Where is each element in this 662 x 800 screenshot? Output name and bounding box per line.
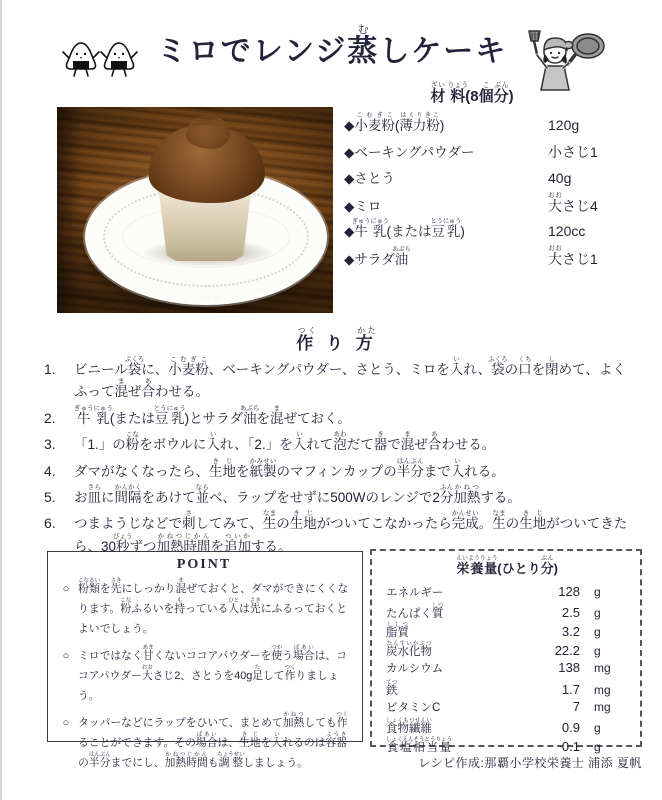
point-item [54,712,354,774]
nutrient-label: ビタミンC [386,701,441,714]
nutrient-label: たんぱく質しつ [386,602,444,620]
step-text: つまようじなどで刺さしてみて、生なまの生地きじがついてこなかったら完成かんせい。生なまの生地きじがついてきたら、30秒びょうずつ加熱時間かねつじかんを追加ついかする。 [74,510,628,554]
nutrition-row [386,699,628,718]
step-number: 4. [44,462,56,479]
ingredient-name: ◆さとう [344,171,395,186]
ingredient-name: ◆ミロ [344,198,382,214]
nutrient-value: 138 [558,660,580,676]
nutrient-label: 脂質ししつ [386,622,409,640]
nutrient-label: エネルギー [386,586,444,599]
ingredient-row [344,139,644,166]
nutrient-unit: g [594,644,601,659]
ingredient-amount: 大おおさじ1 [548,244,598,267]
point-item [54,645,354,707]
point-text: 粉類こなるいを先さきにしっかり混まぜておくと、ダマができにくくなります。粉こなふるいを持もっている人ひとは先さきにふるっておくとよいでしょう。 [78,578,349,635]
nutrient-unit: g [594,625,601,640]
nutrient-value: 22.2 [554,643,580,659]
nutrient-unit: g [594,584,601,599]
nutrient-value: 128 [558,583,580,599]
nutrition-row [386,622,628,641]
point-item [54,578,354,640]
ingredient-name: ◆サラダ油あぶら [344,245,411,267]
nutrient-unit: mg [594,661,611,676]
nutrient-value: 3.2 [561,624,580,640]
nutrition-table [386,584,628,757]
point-text: タッパーなどにラップをひいて、まとめて加熱かねつしても作つくることができます。その場合ばあいは、生地きじを入いれるのは容器ようきの半分はんぶんまでにし、加熱時間かねつじかんも調整ちょうせいしましょう。 [78,711,348,769]
nutrient-unit: g [594,605,601,620]
nutrient-value: 2.5 [561,604,580,620]
ingredient-row [344,192,644,219]
step-number: 3. [44,436,56,453]
nutrient-unit: g [594,721,601,735]
ingredient-amount: 大おおさじ4 [548,191,598,214]
nutrient-unit: g [594,740,601,755]
recipe-photo [57,107,333,313]
nutrient-value: 0.1 [561,739,580,755]
circle-bullet-icon: ○ [62,716,70,729]
ingredient-amount: 40g [548,170,572,186]
nutrition-heading: 栄養量えいようりょう(ひとり分ぶん) [455,556,558,576]
ingredient-name: ◆小麦粉こむぎこ(薄力粉はくりきこ) [344,112,445,133]
step-number: 5. [44,489,56,506]
ingredient-amount: 小さじ1 [548,143,598,160]
nutrient-value: 7 [572,698,580,714]
directions-list [44,356,632,559]
nutrient-value: 1.7 [561,681,580,697]
step-text: お皿さらに間隔かんかくをあけて並ならべ、ラップをせずに500Wのレンジで2分ふん加熱かねつする。 [74,484,521,506]
step-text: 「1.」の粉こなをボウルに入いれ、「2.」を入いれて泡あわだて器きで混まぜ合あわせる。 [74,431,496,453]
step-number: 2. [44,409,56,426]
nutrient-unit: mg [594,699,611,714]
point-text: ミロではなく甘あまくないココアパウダーを使つかう場合ばあいは、ココアパウダー大おおさじ2、さとうを40g足たして作つくりましょう。 [78,644,347,702]
nutrition-row [386,603,628,622]
ingredient-name: ◆ベーキングパウダー [344,144,475,160]
point-box [47,551,363,769]
nutrient-value: 0.9 [561,720,580,735]
ingredient-row [344,218,644,245]
nutrient-label: カルシウム [386,663,444,676]
ingredient-amount: 120cc [548,223,586,239]
circle-bullet-icon: ○ [62,583,70,595]
direction-step [44,356,632,404]
nutrition-row [386,718,628,737]
directions-heading: 作つく り 方かた [296,326,377,353]
ingredient-row [344,165,644,192]
ingredients-list [344,112,644,271]
ingredient-row [344,245,644,272]
nutrient-label: 鉄てつ [386,679,398,697]
nutrient-unit: mg [594,682,611,697]
nutrition-row [386,641,628,660]
ingredient-amount: 120g [548,117,580,133]
direction-step [44,405,632,430]
step-number: 1. [44,361,56,377]
point-box-title: POINT [176,557,232,572]
page-title: ミロでレンジ蒸むしケーキ [156,24,508,68]
nutrient-label: 炭水化物たんすいかぶつ [386,641,432,659]
direction-step [44,431,632,456]
ingredient-name: ◆牛乳ぎゅうにゅう(または豆乳とうにゅう) [344,218,465,239]
circle-bullet-icon: ○ [62,649,70,662]
ingredients-heading: 材ざい 料りょう(8個こ分ぶん) [430,82,514,105]
nutrition-row [386,660,628,679]
nutrient-label: 食塩相当量しょくえんそうとうりょう [386,737,453,755]
direction-step [44,484,632,509]
nutrition-row [386,584,628,603]
ingredient-row [344,112,644,139]
direction-step [44,458,632,483]
nutrition-box [370,549,642,755]
step-text: ダマがなくなったら、生地きじを紙製かみせいのマフィンカップの半分はんぶんまで入いれる。 [74,457,505,479]
step-number: 6. [44,515,56,532]
step-text: 牛乳ぎゅうにゅう(または豆乳とうにゅう)とサラダ油あぶらを混まぜておく。 [74,404,351,426]
nutrient-label: 食物繊維しょくもつせんい [386,718,432,735]
recipe-credit: レシピ作成:那覇小学校栄養士 浦添 夏帆 [418,756,642,770]
nutrition-row [386,680,628,699]
step-text: ビニール袋ぶくろに、小麦粉こむぎこ、ベーキングパウダー、さとう、ミロを入いれ、袋ふくろの口くちを閉しめて、よくふって混まぜ合あわせる。 [74,356,626,400]
